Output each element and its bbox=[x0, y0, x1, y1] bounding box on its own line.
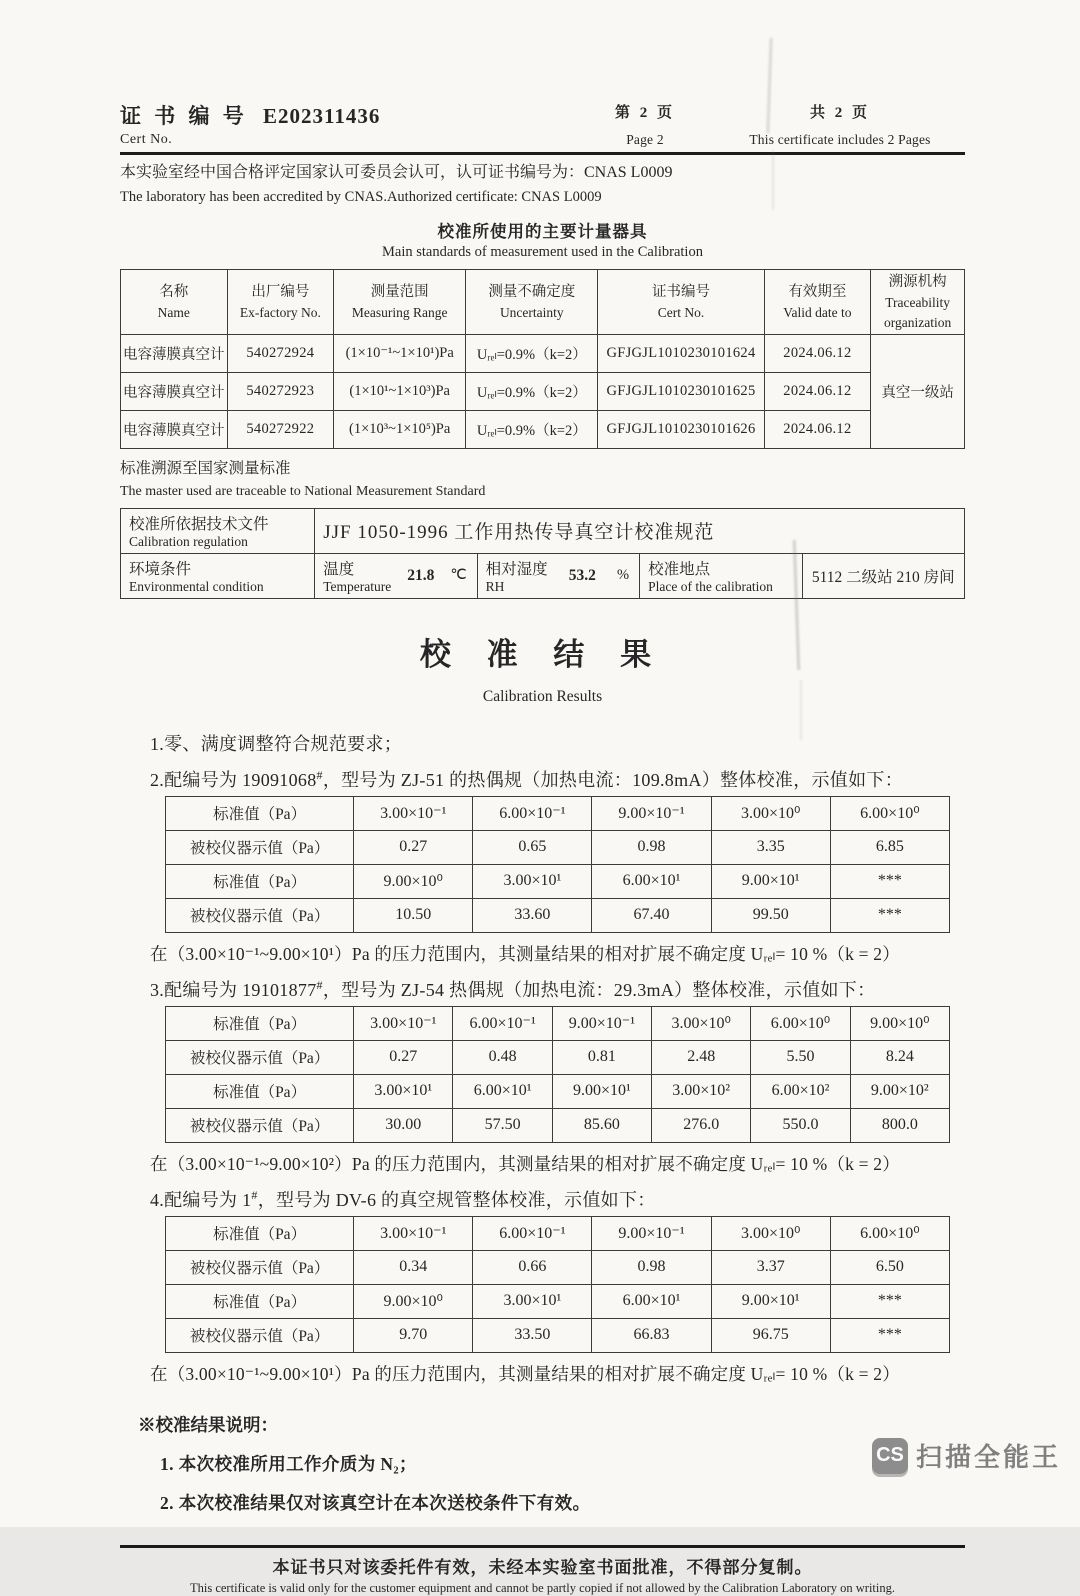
std-range-cell: (1×10¹~1×10³)Pa bbox=[334, 373, 466, 411]
value-cell: 10.50 bbox=[354, 898, 473, 932]
traceable-statement bbox=[120, 457, 965, 501]
value-cell: 6.50 bbox=[830, 1250, 949, 1284]
value-cell: 3.00×10⁰ bbox=[711, 796, 830, 830]
table-row bbox=[166, 1006, 950, 1040]
humidity-label: 相对湿度 RH bbox=[485, 560, 548, 594]
value-cell: 6.00×10⁰ bbox=[830, 796, 949, 830]
total-pages-zh: 共 2 页 bbox=[809, 105, 870, 121]
temperature-value: 21.8 bbox=[407, 566, 435, 584]
row-label-cell: 标准值（Pa） bbox=[166, 1284, 354, 1318]
table-row bbox=[166, 1318, 950, 1352]
value-cell: 57.50 bbox=[453, 1108, 552, 1142]
value-cell: 9.00×10¹ bbox=[552, 1074, 651, 1108]
certificate-footer bbox=[120, 1545, 965, 1596]
value-cell: 9.00×10⁻¹ bbox=[592, 1216, 711, 1250]
cert-number-label-zh: 证 书 编 号 bbox=[120, 104, 248, 128]
calibration-table-zj51 bbox=[165, 796, 950, 933]
row-label-cell: 被校仪器示值（Pa） bbox=[166, 1040, 354, 1074]
row-label-cell: 被校仪器示值（Pa） bbox=[166, 830, 354, 864]
col-header-exfactory: 出厂编号 Ex-factory No. bbox=[227, 270, 334, 335]
std-uncertainty-cell: Uᵣₑₗ=0.9%（k=2） bbox=[466, 373, 598, 411]
value-cell: 2.48 bbox=[652, 1040, 751, 1074]
std-exfactory-cell: 540272922 bbox=[227, 411, 334, 449]
standards-row bbox=[121, 373, 965, 411]
std-certno-cell: GFJGJL1010230101625 bbox=[598, 373, 764, 411]
value-cell: 3.37 bbox=[711, 1250, 830, 1284]
value-cell: 0.48 bbox=[453, 1040, 552, 1074]
value-cell: 550.0 bbox=[751, 1108, 850, 1142]
calibration-table-dv6 bbox=[165, 1216, 950, 1353]
value-cell: 9.70 bbox=[354, 1318, 473, 1352]
value-cell: 3.00×10⁻¹ bbox=[354, 1216, 473, 1250]
value-cell: *** bbox=[830, 898, 949, 932]
environment-label-cell bbox=[121, 553, 315, 598]
row-label-cell: 标准值（Pa） bbox=[166, 796, 354, 830]
value-cell: 9.00×10⁰ bbox=[354, 864, 473, 898]
value-cell: 6.00×10⁰ bbox=[830, 1216, 949, 1250]
value-cell: 6.00×10⁻¹ bbox=[473, 1216, 592, 1250]
col-header-uncertainty: 测量不确定度 Uncertainty bbox=[466, 270, 598, 335]
value-cell: 33.60 bbox=[473, 898, 592, 932]
value-cell: 9.00×10¹ bbox=[711, 864, 830, 898]
value-cell: 30.00 bbox=[354, 1108, 453, 1142]
regulation-label-en: Calibration regulation bbox=[129, 533, 248, 549]
std-certno-cell: GFJGJL1010230101626 bbox=[598, 411, 764, 449]
value-cell: 6.00×10² bbox=[751, 1074, 850, 1108]
page-indicator-en: Page 2 bbox=[626, 132, 664, 147]
hash-superscript: # bbox=[316, 767, 323, 782]
row-label-cell: 被校仪器示值（Pa） bbox=[166, 1250, 354, 1284]
std-name-cell: 电容薄膜真空计 bbox=[121, 411, 228, 449]
camscanner-watermark bbox=[872, 1437, 1061, 1474]
environment-label-en: Environmental condition bbox=[129, 578, 264, 594]
result-item-3: 3.配编号为 19101877#，型号为 ZJ-54 热偶规（加热电流：29.3mA）整体校准，示值如下： bbox=[150, 977, 876, 1000]
value-cell: *** bbox=[830, 1318, 949, 1352]
std-valid-cell: 2024.06.12 bbox=[764, 335, 871, 373]
value-cell: 9.00×10¹ bbox=[711, 1284, 830, 1318]
value-cell: 0.27 bbox=[354, 1040, 453, 1074]
value-cell: 0.98 bbox=[592, 1250, 711, 1284]
cert-number-block bbox=[120, 100, 575, 148]
uncertainty-statement-1: 在（3.00×10⁻¹~9.00×10¹）Pa 的压力范围内，其测量结果的相对扩展不确定度 Uᵣₑₗ= 10 %（k = 2） bbox=[150, 943, 900, 964]
value-cell: 0.81 bbox=[552, 1040, 651, 1074]
value-cell: 3.00×10⁰ bbox=[652, 1006, 751, 1040]
temperature-label: 温度 Temperature bbox=[323, 560, 392, 594]
environment-label-zh: 环境条件 bbox=[129, 560, 192, 578]
value-cell: 0.66 bbox=[473, 1250, 592, 1284]
std-name-cell: 电容薄膜真空计 bbox=[121, 335, 228, 373]
table-row bbox=[166, 1216, 950, 1250]
value-cell: 85.60 bbox=[552, 1108, 651, 1142]
std-certno-cell: GFJGJL1010230101624 bbox=[598, 335, 764, 373]
value-cell: 6.00×10⁻¹ bbox=[473, 796, 592, 830]
value-cell: 6.00×10¹ bbox=[592, 1284, 711, 1318]
value-cell: 67.40 bbox=[592, 898, 711, 932]
value-cell: *** bbox=[830, 864, 949, 898]
scan-crease-artifact bbox=[800, 680, 802, 740]
temperature-unit: ℃ bbox=[450, 567, 467, 584]
accreditation-zh: 本实验室经中国合格评定国家认可委员会认可，认可证书编号为：CNAS L0009 bbox=[120, 164, 673, 181]
value-cell: 3.00×10¹ bbox=[354, 1074, 453, 1108]
note-1: 1. 本次校准所用工作介质为 N₂； bbox=[160, 1453, 417, 1474]
value-cell: 9.00×10⁻¹ bbox=[592, 796, 711, 830]
standards-section-title-zh: 校准所使用的主要计量器具 bbox=[437, 222, 648, 242]
results-title-en: Calibration Results bbox=[482, 687, 603, 705]
table-row bbox=[166, 796, 950, 830]
standards-row bbox=[121, 411, 965, 449]
std-valid-cell: 2024.06.12 bbox=[764, 411, 871, 449]
certificate-header bbox=[120, 100, 965, 155]
accreditation-en: The laboratory has been accredited by CNAS.Authorized certificate: CNAS L0009 bbox=[120, 188, 602, 205]
row-label-cell: 被校仪器示值（Pa） bbox=[166, 1318, 354, 1352]
cert-number-line bbox=[120, 100, 575, 130]
value-cell: 0.65 bbox=[473, 830, 592, 864]
row-label-cell: 标准值（Pa） bbox=[166, 864, 354, 898]
results-title-zh: 校 准 结 果 bbox=[419, 636, 666, 672]
regulation-environment-table bbox=[120, 508, 965, 599]
row-label-cell: 标准值（Pa） bbox=[166, 1074, 354, 1108]
value-cell: 8.24 bbox=[850, 1040, 949, 1074]
camscanner-logo-icon: CS bbox=[872, 1438, 908, 1474]
note-2: 2. 本次校准结果仅对该真空计在本次送校条件下有效。 bbox=[160, 1492, 591, 1513]
uncertainty-statement-3: 在（3.00×10⁻¹~9.00×10¹）Pa 的压力范围内，其测量结果的相对扩展不确定度 Uᵣₑₗ= 10 %（k = 2） bbox=[150, 1363, 900, 1384]
regulation-row bbox=[121, 508, 965, 553]
place-label-en: Place of the calibration bbox=[648, 578, 773, 594]
environment-row bbox=[121, 553, 965, 598]
row-label-cell: 被校仪器示值（Pa） bbox=[166, 1108, 354, 1142]
scan-crease-artifact bbox=[772, 150, 774, 210]
value-cell: 99.50 bbox=[711, 898, 830, 932]
std-exfactory-cell: 540272924 bbox=[227, 335, 334, 373]
value-cell: 9.00×10⁻¹ bbox=[552, 1006, 651, 1040]
table-row bbox=[166, 1284, 950, 1318]
uncertainty-statement-2: 在（3.00×10⁻¹~9.00×10²）Pa 的压力范围内，其测量结果的相对扩展不确定度 Uᵣₑₗ= 10 %（k = 2） bbox=[150, 1153, 900, 1174]
place-value: 5112 二级站 210 房间 bbox=[802, 553, 964, 598]
value-cell: 3.00×10² bbox=[652, 1074, 751, 1108]
humidity-cell bbox=[477, 553, 639, 598]
value-cell: 9.00×10⁰ bbox=[354, 1284, 473, 1318]
col-header-range: 测量范围 Measuring Range bbox=[334, 270, 466, 335]
standards-table bbox=[120, 269, 965, 449]
traceable-en: The master used are traceable to National Measurement Standard bbox=[120, 483, 486, 499]
humidity-value: 53.2 bbox=[568, 566, 596, 584]
row-label-cell: 标准值（Pa） bbox=[166, 1216, 354, 1250]
accreditation-statement bbox=[120, 161, 965, 208]
traceable-zh: 标准溯源至国家测量标准 bbox=[120, 460, 291, 478]
humidity-unit: % bbox=[617, 567, 630, 584]
value-cell: 3.00×10¹ bbox=[473, 864, 592, 898]
value-cell: 3.00×10¹ bbox=[473, 1284, 592, 1318]
value-cell: 3.00×10⁰ bbox=[711, 1216, 830, 1250]
footer-statement-zh: 本证书只对该委托件有效，未经本实验室书面批准，不得部分复制。 bbox=[272, 1557, 813, 1577]
value-cell: 6.85 bbox=[830, 830, 949, 864]
std-uncertainty-cell: Uᵣₑₗ=0.9%（k=2） bbox=[466, 411, 598, 449]
regulation-label-cell bbox=[121, 508, 315, 553]
total-pages-indicator bbox=[715, 101, 965, 148]
value-cell: 6.00×10¹ bbox=[453, 1074, 552, 1108]
col-header-name: 名称 Name bbox=[121, 270, 228, 335]
col-header-valid: 有效期至 Valid date to bbox=[764, 270, 871, 335]
value-cell: 3.00×10⁻¹ bbox=[354, 1006, 453, 1040]
footer-statement-en: This certificate is valid only for the customer equipment and cannot be partly copied if not allowed by the Calibration Laboratory on writing. bbox=[189, 1580, 895, 1595]
std-exfactory-cell: 540272923 bbox=[227, 373, 334, 411]
col-header-trace: 溯源机构 Traceability organization bbox=[871, 270, 965, 335]
page-content bbox=[120, 100, 965, 1596]
camscanner-watermark-text: 扫描全能王 bbox=[916, 1442, 1062, 1472]
calibration-table-zj54 bbox=[165, 1006, 950, 1143]
value-cell: 276.0 bbox=[652, 1108, 751, 1142]
traceability-org-cell: 真空一级站 bbox=[871, 335, 965, 449]
std-range-cell: (1×10³~1×10⁵)Pa bbox=[334, 411, 466, 449]
table-row bbox=[166, 1250, 950, 1284]
value-cell: 9.00×10² bbox=[850, 1074, 949, 1108]
row-label-cell: 被校仪器示值（Pa） bbox=[166, 898, 354, 932]
temperature-cell bbox=[315, 553, 477, 598]
table-row bbox=[166, 864, 950, 898]
value-cell: 96.75 bbox=[711, 1318, 830, 1352]
result-item-4: 4.配编号为 1#，型号为 DV-6 的真空规管整体校准，示值如下： bbox=[150, 1187, 656, 1210]
place-label-cell bbox=[640, 553, 802, 598]
value-cell: 0.34 bbox=[354, 1250, 473, 1284]
value-cell: 3.35 bbox=[711, 830, 830, 864]
value-cell: 0.98 bbox=[592, 830, 711, 864]
value-cell: 6.00×10⁰ bbox=[751, 1006, 850, 1040]
page-indicator bbox=[575, 101, 715, 148]
notes-section bbox=[138, 1412, 965, 1515]
cert-number-value: E202311436 bbox=[263, 104, 381, 128]
notes-title: ※校准结果说明： bbox=[138, 1414, 278, 1435]
std-name-cell: 电容薄膜真空计 bbox=[121, 373, 228, 411]
table-row bbox=[166, 1074, 950, 1108]
value-cell: 9.00×10⁰ bbox=[850, 1006, 949, 1040]
table-row bbox=[166, 1040, 950, 1074]
col-header-certno: 证书编号 Cert No. bbox=[598, 270, 764, 335]
place-label-zh: 校准地点 bbox=[648, 560, 711, 578]
value-cell: 0.27 bbox=[354, 830, 473, 864]
value-cell: 6.00×10¹ bbox=[592, 864, 711, 898]
table-row bbox=[166, 1108, 950, 1142]
value-cell: 33.50 bbox=[473, 1318, 592, 1352]
standards-section-title-en: Main standards of measurement used in the Calibration bbox=[382, 244, 703, 261]
value-cell: *** bbox=[830, 1284, 949, 1318]
result-item-1: 1.零、满度调整符合规范要求； bbox=[150, 733, 402, 754]
standards-header-row bbox=[121, 270, 965, 335]
table-row bbox=[166, 898, 950, 932]
page-indicator-zh: 第 2 页 bbox=[614, 105, 675, 121]
value-cell: 800.0 bbox=[850, 1108, 949, 1142]
value-cell: 66.83 bbox=[592, 1318, 711, 1352]
cert-number-label-en: Cert No. bbox=[120, 132, 173, 147]
std-uncertainty-cell: Uᵣₑₗ=0.9%（k=2） bbox=[466, 335, 598, 373]
standards-row bbox=[121, 335, 965, 373]
value-cell: 6.00×10⁻¹ bbox=[453, 1006, 552, 1040]
table-row bbox=[166, 830, 950, 864]
value-cell: 5.50 bbox=[751, 1040, 850, 1074]
regulation-label-zh: 校准所依据技术文件 bbox=[129, 515, 269, 533]
std-valid-cell: 2024.06.12 bbox=[764, 373, 871, 411]
result-item-2: 2.配编号为 19091068#，型号为 ZJ-51 的热偶规（加热电流：109.8mA）整体校准，示值如下： bbox=[150, 767, 904, 790]
hash-superscript: # bbox=[316, 977, 323, 992]
hash-superscript: # bbox=[251, 1187, 258, 1202]
std-range-cell: (1×10⁻¹~1×10¹)Pa bbox=[334, 335, 466, 373]
value-cell: 3.00×10⁻¹ bbox=[354, 796, 473, 830]
row-label-cell: 标准值（Pa） bbox=[166, 1006, 354, 1040]
total-pages-en: This certificate includes 2 Pages bbox=[749, 132, 931, 147]
regulation-value: JJF 1050-1996 工作用热传导真空计校准规范 bbox=[315, 508, 965, 553]
